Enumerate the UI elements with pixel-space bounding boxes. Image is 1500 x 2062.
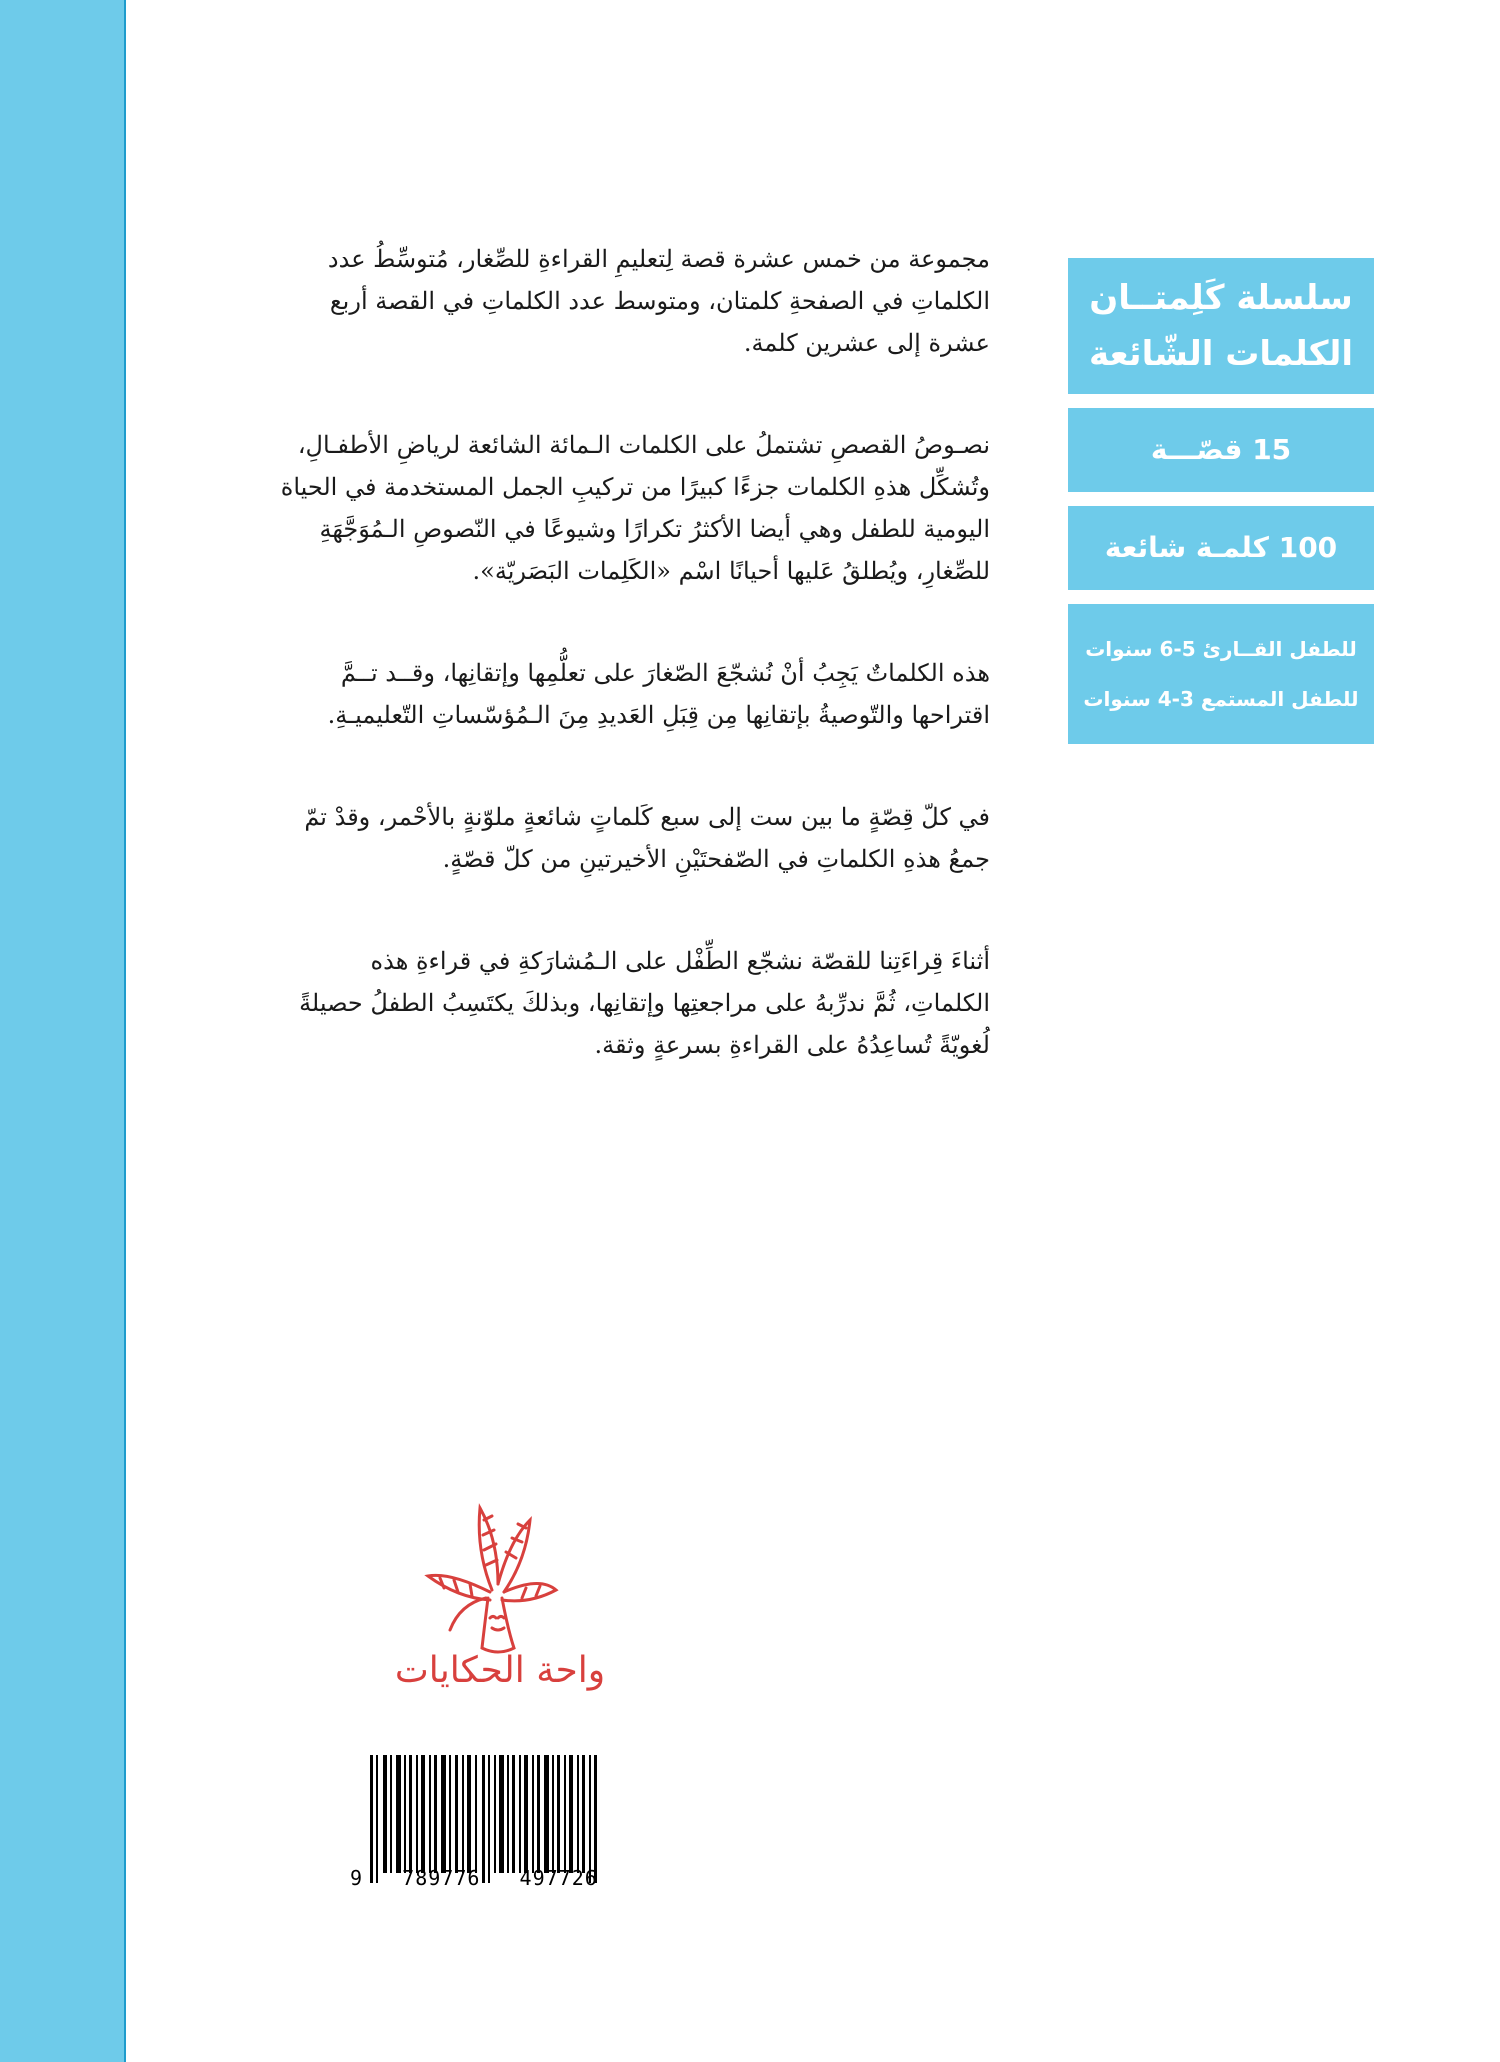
paragraph-5: أثناءَ قِراءَتِنا للقصّة نشجّع الطِّفْل على الـمُشارَكةِ في قراءةِ هذه الكلماتِ، ثُمَّ ندرِّبهُ على مراجعتِها وإتقانِها، وبذلكَ يكتَسِبُ الطفلُ حصيلةً لُغويّةً تُساعِدُهُ على القراءةِ بسرعةٍ وثقة.	[299, 947, 990, 1059]
words-count-box: 100 كلمـة شائعة	[1068, 506, 1374, 590]
paragraph-4: في كلّ قِصّةٍ ما بين ست إلى سبع كَلماتٍ شائعةٍ ملوّنةٍ بالأحْمر، وقدْ تمّ جمعُ هذهِ الكلماتِ في الصّفحتَيْنِ الأخيرتينِ من كلّ قصّةٍ.	[304, 803, 990, 873]
spine-divider	[124, 0, 126, 2062]
age-reader: للطفل القــارئ 5-6 سنوات	[1085, 637, 1357, 661]
paragraph-3: هذه الكلماتٌ يَجِبُ أنْ نُشجّعَ الصّغارَ على تعلُّمِها وإتقانِها، وقــد تــمَّ اقتراحها والتّوصيةُ بإتقانِها مِن قِبَلِ العَديدِ مِنَ الـمُؤسّساتِ التّعليميـةِ.	[327, 659, 990, 729]
age-groups-box	[1068, 604, 1374, 744]
publisher-name: واحة الحكايات	[394, 1650, 606, 1691]
isbn-number: 9 789776 497726	[350, 1866, 598, 1890]
description-text	[280, 238, 990, 1126]
stories-count-box: 15 قصّـــة	[1068, 408, 1374, 492]
cover-spine	[0, 0, 124, 2062]
age-listener: للطفل المستمع 3-4 سنوات	[1083, 687, 1359, 711]
paragraph-2: نصـوصُ القصصِ تشتملُ على الكلمات الـمائة الشائعة لرياضِ الأطفـالِ، وتُشكِّل هذهِ الكلمات جزءًا كبيرًا من تركيبِ الجمل المستخدمة في الحياة اليومية للطفل وهي أيضا الأكثرُ تكرارًا وشيوعًا في النّصوصِ الـمُوَجَّهَةِ للصِّغارِ، ويُطلقُ عَليها أحيانًا اسْم «الكَلِمات البَصَريّة».	[280, 431, 990, 585]
series-info-panel	[1068, 258, 1374, 758]
series-title-box	[1068, 258, 1374, 394]
series-title-line2: الكلمات الشّائعة	[1089, 334, 1353, 374]
series-title-line1: سلسلة كَلِمتــان	[1089, 278, 1353, 318]
paragraph-1: مجموعة من خمس عشرة قصة لِتعليمِ القراءةِ للصِّغار، مُتوسِّطُ عدد الكلماتِ في الصفحةِ كلمتان، ومتوسط عدد الكلماتِ في القصة أربع عشرة إلى عشرين كلمة.	[327, 245, 990, 357]
